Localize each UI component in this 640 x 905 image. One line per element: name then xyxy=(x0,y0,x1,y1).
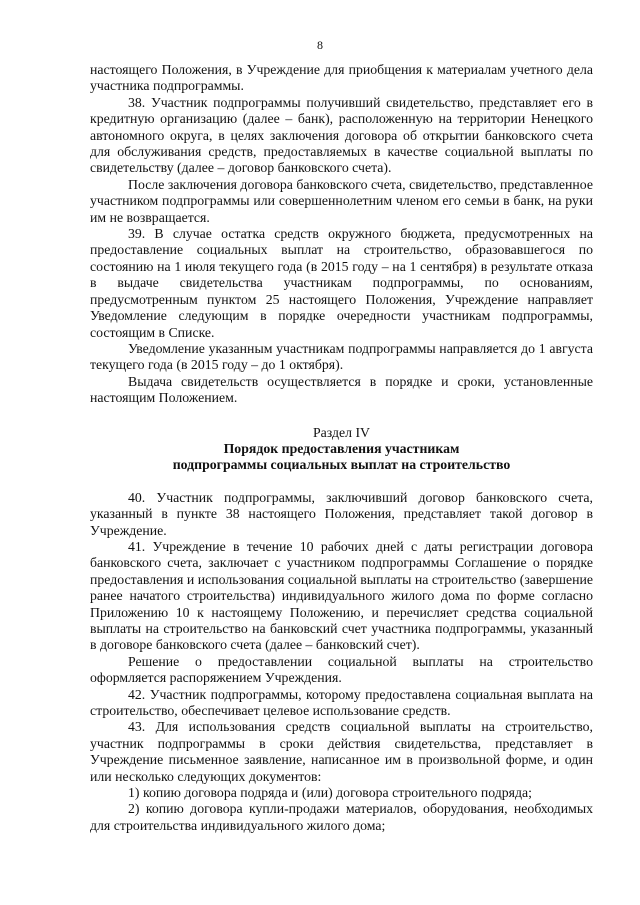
paragraph-item-43: 43. Для использования средств социальной выплаты на строительство, участник подпрограммы в сроки действия свидетельства, представляет в Учреждение письменное заявление, написанное им в произвольной форме, и один или несколько следующих документов: xyxy=(90,719,593,784)
paragraph-issuance: Выдача свидетельств осуществляется в порядке и сроки, установленные настоящим Положением. xyxy=(90,373,593,406)
paragraph-notification-deadline: Уведомление указанным участникам подпрограммы направляется до 1 августа текущего года (в 2015 году – до 1 октября). xyxy=(90,340,593,373)
paragraph-item-41: 41. Учреждение в течение 10 рабочих дней с даты регистрации договора банковского счета, заключает с участником подпрограммы Соглашение о порядке предоставления и использования социальной выплаты на строительство (завершение ранее начатого строительства) индивидуального жилого дома по форме согласно Приложению 10 к настоящему Положению, и перечисляет средства социальной выплаты на строительство на банковский счет участника подпрограммы, указанный в договоре банковского счета (далее – банковский счет). xyxy=(90,538,593,653)
list-item-2: 2) копию договора купли-продажи материалов, оборудования, необходимых для строительства индивидуального жилого дома; xyxy=(90,801,593,833)
paragraph-item-40: 40. Участник подпрограммы, заключивший договор банковского счета, указанный в пункте 38 настоящего Положения, представляет такой договор в Учреждение. xyxy=(90,489,593,538)
paragraph-item-38: 38. Участник подпрограммы получивший свидетельство, представляет его в кредитную организацию (далее – банк), расположенную на территории Ненецкого автономного округа, в целях заключения договора об открытии банковского счета для обслуживания средств, предоставляемых в качестве социальной выплаты по свидетельству (далее – договор банковского счета). xyxy=(90,94,593,176)
section-heading xyxy=(90,425,593,474)
section-title-line-2: подпрограммы социальных выплат на строительство xyxy=(172,457,511,473)
paragraph-decision: Решение о предоставлении социальной выплаты на строительство оформляется распоряжением Учреждения. xyxy=(90,653,593,686)
paragraph-certificate-not-returned: После заключения договора банковского счета, свидетельство, представленное участником подпрограммы или совершеннолетним членом его семьи в банк, на руки им не возвращается. xyxy=(90,176,593,225)
section-number: Раздел IV xyxy=(312,424,371,440)
paragraph-item-42: 42. Участник подпрограммы, которому предоставлена социальная выплата на строительство, обеспечивает целевое использование средств. xyxy=(90,686,593,719)
page-number: 8 xyxy=(317,38,323,52)
list-item-1: 1) копию договора подряда и (или) договора строительного подряда; xyxy=(128,785,532,801)
paragraph-item-39: 39. В случае остатка средств окружного бюджета, предусмотренных на предоставление социальных выплат на строительство, образовавшегося по состоянию на 1 июля текущего года (в 2015 году – на 1 сентября) в результате отказа в выдаче свидетельства участникам подпрограммы, по основаниям, предусмотренным пунктом 25 настоящего Положения, Учреждение направляет Уведомление следующим в порядке очередности участникам подпрограммы, состоящим в Списке. xyxy=(90,226,593,340)
section-title-line-1: Порядок предоставления участникам xyxy=(223,440,460,456)
paragraph-continuation: настоящего Положения, в Учреждение для приобщения к материалам учетного дела участника подпрограммы. xyxy=(90,62,593,94)
document-body xyxy=(90,62,593,834)
